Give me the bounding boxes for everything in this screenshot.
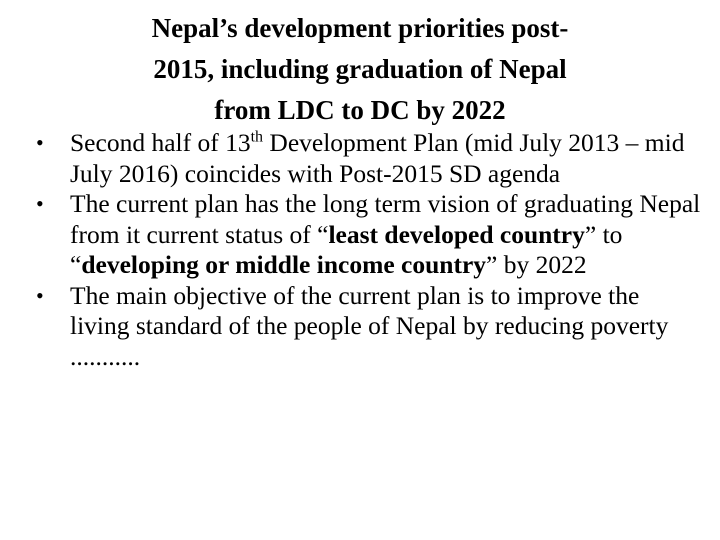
bullet-1-text-a: Second half of 13 xyxy=(70,128,251,157)
bullet-dot-icon: • xyxy=(36,282,44,308)
bullet-2-text-c: ” by 2022 xyxy=(486,250,587,279)
bullet-item-plan-period xyxy=(0,128,720,189)
bullet-2-text-b: ” to “ xyxy=(70,219,623,279)
bullet-1-superscript: th xyxy=(250,128,264,146)
bullet-1-text-b: Development Plan (mid July 2013 – mid July 2016) coincides with Post-2015 SD agenda xyxy=(70,128,685,188)
slide-title xyxy=(100,8,620,131)
bullet-2-bold-mic: developing or middle income country xyxy=(81,250,487,279)
bullet-dot-icon: • xyxy=(36,130,44,155)
title-line-3: from LDC to DC by 2022 xyxy=(214,95,506,125)
bullet-2-text-a: The current plan has the long term vision of graduating Nepal from it current status of “ xyxy=(70,189,701,249)
bullet-2-bold-ldc: least developed country xyxy=(328,219,585,249)
bullet-item-long-term-vision xyxy=(0,189,720,281)
bullet-dot-icon: • xyxy=(36,191,44,216)
bullet-item-main-objective xyxy=(0,281,720,373)
title-line-2: 2015, including graduation of Nepal xyxy=(153,54,567,84)
bullet-3-text: The main objective of the current plan is to improve the living standard of the people of Nepal by reducing poverty ........... xyxy=(70,280,669,371)
title-line-1: Nepal’s development priorities post- xyxy=(151,13,569,43)
bullet-list xyxy=(0,128,720,372)
